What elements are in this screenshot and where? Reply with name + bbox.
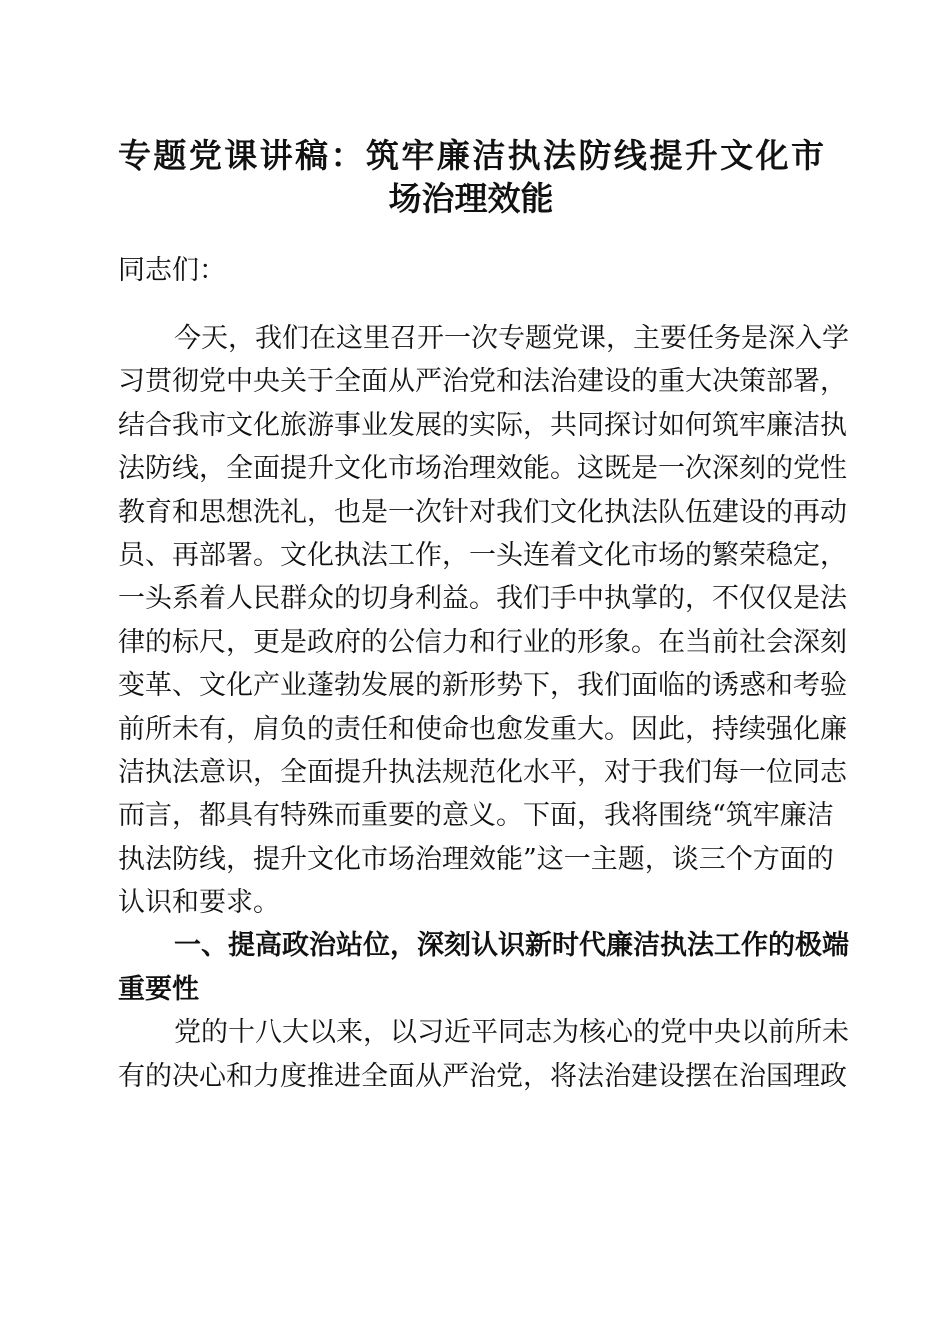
text-line: 习贯彻党中央关于全面从严治党和法治建设的重大决策部署， [118,366,847,398]
text-line: 法防线，全面提升文化市场治理效能。这既是一次深刻的党性 [118,453,847,485]
text-line: 变革、文化产业蓬勃发展的新形势下，我们面临的诱惑和考验 [118,670,847,702]
text-line: 员、再部署。文化执法工作，一头连着文化市场的繁荣稳定， [118,539,847,571]
title-line: 专题党课讲稿：筑牢廉洁执法防线提升文化市 [118,136,824,175]
text-line: 而言，都具有特殊而重要的意义。下面，我将围绕“筑牢廉洁 [118,800,834,832]
text-line: 今天，我们在这里召开一次专题党课，主要任务是深入学 [174,323,849,354]
text-line: 结合我市文化旅游事业发展的实际，共同探讨如何筑牢廉洁执 [118,409,847,441]
salutation: 同志们： [118,255,226,286]
heading-line: 重要性 [118,973,199,1005]
document-body [118,248,849,1098]
text-line: 教育和思想洗礼，也是一次针对我们文化执法队伍建设的再动 [118,496,847,528]
text-line: 洁执法意识，全面提升执法规范化水平，对于我们每一位同志 [118,756,847,788]
title-line: 场治理效能 [388,179,554,219]
document-title [118,134,824,221]
paragraph-section-1 [118,1011,849,1098]
heading-line: 一、提高政治站位，深刻认识新时代廉洁执法工作的极端 [174,930,849,962]
paragraph-intro [118,317,849,924]
text-line: 一头系着人民群众的切身利益。我们手中执掌的，不仅仅是法 [118,583,847,615]
text-line: 党的十八大以来，以习近平同志为核心的党中央以前所未 [174,1017,849,1049]
text-line: 认识和要求。 [118,887,280,919]
text-line: 执法防线，提升文化市场治理效能”这一主题，谈三个方面的 [118,843,834,875]
text-line: 有的决心和力度推进全面从严治党，将法治建设摆在治国理政 [118,1060,847,1092]
text-line: 律的标尺，更是政府的公信力和行业的形象。在当前社会深刻 [118,626,847,658]
section-heading-1 [118,924,849,1011]
text-line: 前所未有，肩负的责任和使命也愈发重大。因此，持续强化廉 [118,713,847,745]
